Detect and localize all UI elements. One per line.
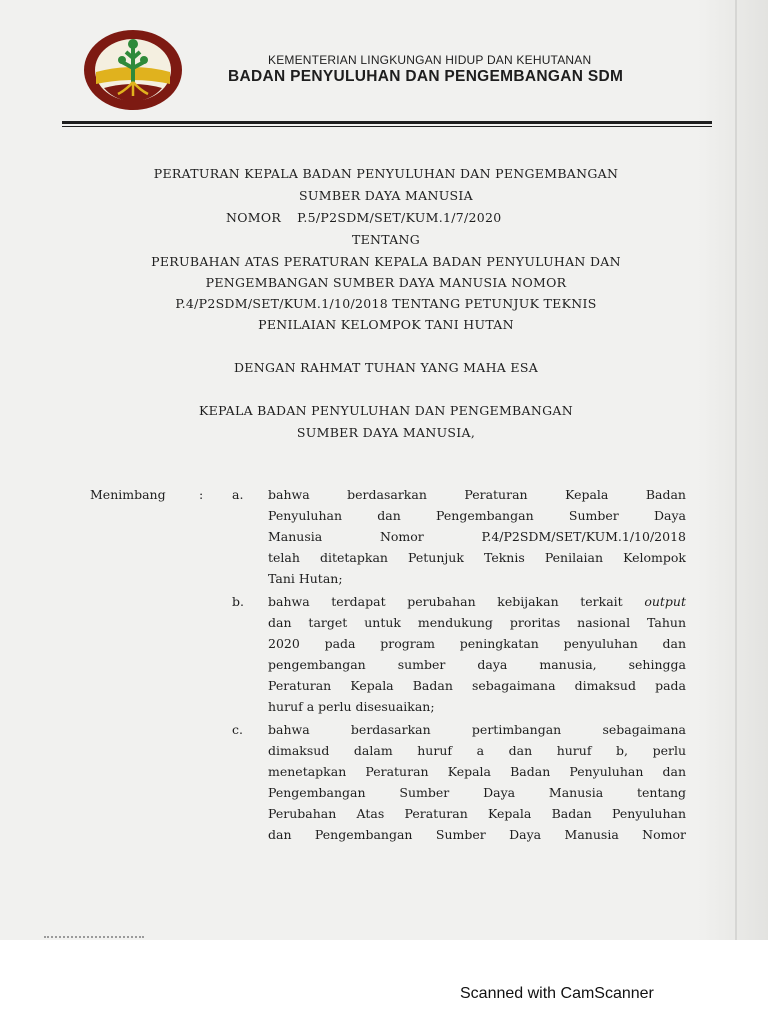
letterhead-rule-thin <box>62 126 712 127</box>
scanner-watermark: Scanned with CamScanner <box>460 985 654 1002</box>
scan-bottom-area <box>0 940 768 1024</box>
tentang-label: TENTANG <box>351 232 421 247</box>
item-letter-b: b. <box>232 594 244 609</box>
item-b-line-2: dan target untuk mendukung proritas nasional Tahun <box>268 615 686 630</box>
blessing-line: DENGAN RAHMAT TUHAN YANG MAHA ESA <box>233 360 539 375</box>
subject-line-1: PERUBAHAN ATAS PERATURAN KEPALA BADAN PENYULUHAN DAN <box>151 254 621 269</box>
subject-line-3: P.4/P2SDM/SET/KUM.1/10/2018 TENTANG PETUNJUK TEKNIS <box>175 296 597 311</box>
official-line-1: KEPALA BADAN PENYULUHAN DAN PENGEMBANGAN <box>199 403 573 418</box>
considering-colon: : <box>199 487 204 502</box>
item-b-line-6: huruf a perlu disesuaikan; <box>268 699 435 714</box>
nomor-value: P.5/P2SDM/SET/KUM.1/7/2020 <box>297 210 502 225</box>
page-edge-mark <box>44 936 144 942</box>
ministry-logo <box>82 28 184 112</box>
scan-line <box>735 0 737 960</box>
letterhead-agency: BADAN PENYULUHAN DAN PENGEMBANGAN SDM <box>228 68 624 85</box>
subject-line-2: PENGEMBANGAN SUMBER DAYA MANUSIA NOMOR <box>205 275 567 290</box>
item-c-line-4: Pengembangan Sumber Daya Manusia tentang <box>268 785 686 800</box>
item-b-line-1-text: bahwa terdapat perubahan kebijakan terkait <box>268 594 623 609</box>
item-b-line-5: Peraturan Kepala Badan sebagaimana dimaksud pada <box>268 678 686 693</box>
letterhead-rule <box>62 121 712 124</box>
regulation-number <box>226 210 502 225</box>
item-c-line-2: dimaksud dalam huruf a dan huruf b, perlu <box>268 743 686 758</box>
item-c-line-5: Perubahan Atas Peraturan Kepala Badan Penyuluhan <box>268 806 686 821</box>
item-a-line-4: telah ditetapkan Petunjuk Teknis Penilaian Kelompok <box>268 550 686 565</box>
subject-line-4: PENILAIAN KELOMPOK TANI HUTAN <box>258 317 514 332</box>
item-a-line-3: Manusia Nomor P.4/P2SDM/SET/KUM.1/10/2018 <box>268 529 686 544</box>
nomor-label: NOMOR <box>226 210 282 225</box>
item-a-line-2: Penyuluhan dan Pengembangan Sumber Daya <box>268 508 686 523</box>
item-c-line-6: dan Pengembangan Sumber Daya Manusia Nomor <box>268 827 686 842</box>
item-b-line-3: 2020 pada program peningkatan penyuluhan dan <box>268 636 686 651</box>
item-b-line-1 <box>268 592 686 613</box>
item-letter-a: a. <box>232 487 244 502</box>
considering-label: Menimbang <box>90 487 166 502</box>
item-b-line-4: pengembangan sumber daya manusia, sehingga <box>268 657 686 672</box>
letterhead-ministry: KEMENTERIAN LINGKUNGAN HIDUP DAN KEHUTANAN <box>268 53 592 67</box>
item-a-line-1: bahwa berdasarkan Peraturan Kepala Badan <box>268 487 686 502</box>
italic-term: output <box>644 594 686 609</box>
item-c-line-1: bahwa berdasarkan pertimbangan sebagaimana <box>268 722 686 737</box>
title-line-2: SUMBER DAYA MANUSIA <box>299 188 473 203</box>
title-line-1: PERATURAN KEPALA BADAN PENYULUHAN DAN PENGEMBANGAN <box>153 166 619 181</box>
item-a-line-5: Tani Hutan; <box>268 571 343 586</box>
scan-shadow <box>698 0 768 1024</box>
official-line-2: SUMBER DAYA MANUSIA, <box>296 425 476 440</box>
item-c-line-3: menetapkan Peraturan Kepala Badan Penyuluhan dan <box>268 764 686 779</box>
item-letter-c: c. <box>232 722 243 737</box>
